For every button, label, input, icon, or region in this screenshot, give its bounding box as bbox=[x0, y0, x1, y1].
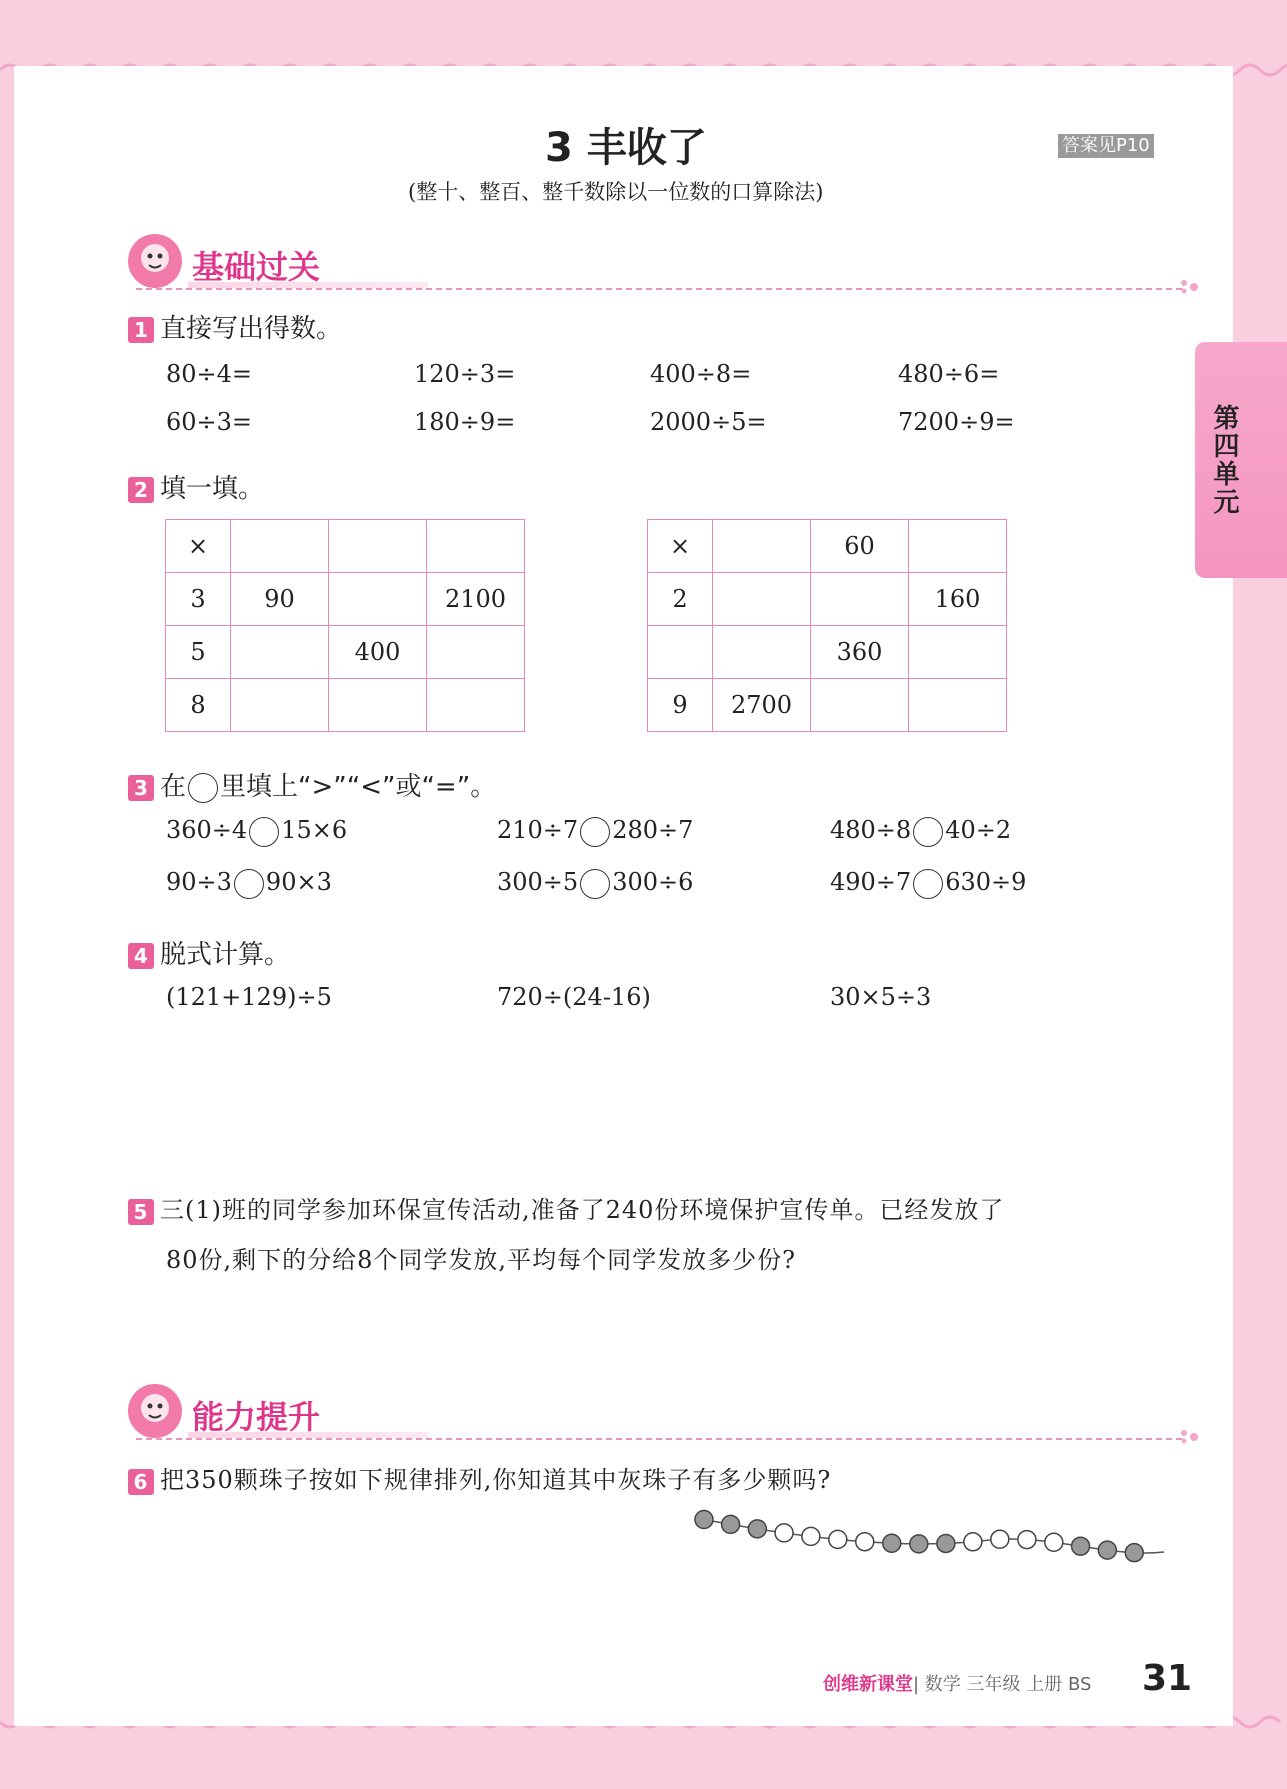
q5-number: 5 bbox=[128, 1199, 154, 1225]
table-cell[interactable] bbox=[329, 679, 427, 732]
q1-number: 1 bbox=[128, 317, 154, 343]
q1-item: 2000÷5= bbox=[650, 408, 767, 436]
compare-circle[interactable] bbox=[249, 817, 279, 847]
dots-icon bbox=[1180, 1428, 1204, 1444]
expr-right: 280÷7 bbox=[612, 816, 694, 844]
gray-bead bbox=[1072, 1537, 1090, 1555]
table-cell: 5 bbox=[166, 626, 231, 679]
expr-right: 40÷2 bbox=[945, 816, 1012, 844]
table-cell: 3 bbox=[166, 573, 231, 626]
q3-number: 3 bbox=[128, 775, 154, 801]
q1-item: 400÷8= bbox=[650, 360, 752, 388]
table-cell: × bbox=[166, 520, 231, 573]
section-divider bbox=[136, 288, 1182, 290]
compare-circle[interactable] bbox=[580, 817, 610, 847]
q4-item: 720÷(24-16) bbox=[497, 983, 651, 1011]
q3-prompt bbox=[128, 766, 496, 803]
gray-bead bbox=[883, 1534, 901, 1552]
q3-item bbox=[830, 816, 1011, 847]
section-divider bbox=[136, 1438, 1182, 1440]
compare-circle[interactable] bbox=[234, 869, 264, 899]
expr-right: 90×3 bbox=[265, 868, 332, 896]
table-cell[interactable] bbox=[231, 626, 329, 679]
page-subtitle: (整十、整百、整千数除以一位数的口算除法) bbox=[408, 180, 824, 204]
q3-item bbox=[497, 868, 693, 899]
q5-line1: 三(1)班的同学参加环保宣传活动,准备了240份环境保护宣传单。已经发放了 bbox=[160, 1196, 1005, 1224]
white-bead bbox=[1018, 1531, 1036, 1549]
q4-prompt-text: 脱式计算。 bbox=[160, 940, 291, 970]
q2-prompt-text: 填一填。 bbox=[160, 474, 265, 504]
q2-prompt bbox=[128, 468, 264, 505]
book-info: | 数学 三年级 上册 BS bbox=[913, 1674, 1092, 1695]
white-bead bbox=[856, 1533, 874, 1551]
table-cell: 60 bbox=[811, 520, 909, 573]
q4-item: 30×5÷3 bbox=[830, 983, 932, 1011]
expr-left: 480÷8 bbox=[830, 816, 912, 844]
footer-brand bbox=[823, 1670, 1091, 1696]
white-bead bbox=[829, 1530, 847, 1548]
q2-table-left bbox=[165, 519, 525, 732]
expr-left: 490÷7 bbox=[830, 868, 912, 896]
white-bead bbox=[1045, 1533, 1063, 1551]
table-cell[interactable] bbox=[231, 679, 329, 732]
q1-item: 180÷9= bbox=[414, 408, 516, 436]
table-cell: 2100 bbox=[427, 573, 525, 626]
section-title: 基础过关 bbox=[192, 248, 321, 286]
q1-item: 60÷3= bbox=[166, 408, 253, 436]
q3-prompt-text-b: 里填上“>”“<”或“=”。 bbox=[220, 772, 497, 802]
table-cell: 360 bbox=[811, 626, 909, 679]
q6-prompt-text: 把350颗珠子按如下规律排列,你知道其中灰珠子有多少颗吗? bbox=[160, 1466, 832, 1494]
brand-name: 创维新课堂 bbox=[823, 1674, 913, 1695]
gray-bead bbox=[1125, 1544, 1143, 1562]
q3-item bbox=[830, 868, 1026, 899]
table-cell[interactable] bbox=[427, 520, 525, 573]
table-cell[interactable] bbox=[713, 520, 811, 573]
bead-string bbox=[696, 1518, 1164, 1553]
table-cell: × bbox=[648, 520, 713, 573]
q5-prompt bbox=[128, 1190, 1004, 1225]
table-cell[interactable] bbox=[329, 573, 427, 626]
monkey-icon bbox=[128, 234, 182, 288]
gray-bead bbox=[695, 1511, 713, 1529]
q4-prompt bbox=[128, 934, 290, 971]
expr-right: 630÷9 bbox=[945, 868, 1027, 896]
table-cell[interactable] bbox=[713, 573, 811, 626]
gray-bead bbox=[1098, 1541, 1116, 1559]
table-cell[interactable] bbox=[713, 626, 811, 679]
white-bead bbox=[991, 1530, 1009, 1548]
q2-table-right bbox=[647, 519, 1007, 732]
white-bead bbox=[775, 1524, 793, 1542]
table-cell: 400 bbox=[329, 626, 427, 679]
q1-item: 80÷4= bbox=[166, 360, 253, 388]
white-bead bbox=[802, 1527, 820, 1545]
compare-circle[interactable] bbox=[580, 869, 610, 899]
monkey-icon bbox=[128, 1384, 182, 1438]
unit-label: 第四单元 bbox=[1209, 404, 1239, 516]
table-cell[interactable] bbox=[909, 520, 1007, 573]
expr-left: 360÷4 bbox=[166, 816, 248, 844]
table-cell[interactable] bbox=[811, 573, 909, 626]
gray-bead bbox=[910, 1535, 928, 1553]
gray-bead bbox=[748, 1520, 766, 1538]
table-cell[interactable] bbox=[329, 520, 427, 573]
table-cell: 9 bbox=[648, 679, 713, 732]
q6-number: 6 bbox=[128, 1469, 154, 1495]
unit-side-tab bbox=[1195, 342, 1287, 578]
dots-icon bbox=[1180, 278, 1204, 294]
table-cell: 2 bbox=[648, 573, 713, 626]
compare-circle[interactable] bbox=[913, 817, 943, 847]
expr-left: 90÷3 bbox=[166, 868, 232, 896]
section-basic bbox=[128, 238, 1198, 288]
table-cell: 2700 bbox=[713, 679, 811, 732]
expr-left: 300÷5 bbox=[497, 868, 579, 896]
table-cell[interactable] bbox=[427, 626, 525, 679]
expr-right: 15×6 bbox=[281, 816, 348, 844]
circle-blank-icon bbox=[188, 773, 218, 803]
table-cell: 8 bbox=[166, 679, 231, 732]
page-number: 31 bbox=[1142, 1658, 1193, 1699]
q1-prompt bbox=[128, 308, 342, 345]
q2-number: 2 bbox=[128, 477, 154, 503]
q1-item: 480÷6= bbox=[898, 360, 1000, 388]
white-bead bbox=[964, 1533, 982, 1551]
gray-bead bbox=[722, 1515, 740, 1533]
table-cell[interactable] bbox=[909, 626, 1007, 679]
q5-line2: 80份,剩下的分给8个同学发放,平均每个同学发放多少份? bbox=[166, 1246, 796, 1274]
answer-reference-badge: 答案见P10 bbox=[1058, 134, 1154, 158]
table-cell[interactable] bbox=[231, 520, 329, 573]
q6-prompt bbox=[128, 1460, 831, 1495]
section-advanced bbox=[128, 1388, 1198, 1438]
expr-right: 300÷6 bbox=[612, 868, 694, 896]
q4-number: 4 bbox=[128, 943, 154, 969]
expr-left: 210÷7 bbox=[497, 816, 579, 844]
q3-prompt-text-a: 在 bbox=[160, 772, 187, 802]
q3-item bbox=[166, 816, 347, 847]
table-cell[interactable] bbox=[811, 679, 909, 732]
table-cell[interactable] bbox=[427, 679, 525, 732]
q1-item: 120÷3= bbox=[414, 360, 516, 388]
q1-prompt-text: 直接写出得数。 bbox=[160, 314, 343, 344]
compare-circle[interactable] bbox=[913, 869, 943, 899]
q4-item: (121+129)÷5 bbox=[166, 983, 332, 1011]
section-title: 能力提升 bbox=[192, 1398, 321, 1436]
q3-item bbox=[166, 868, 332, 899]
table-cell[interactable] bbox=[648, 626, 713, 679]
q3-item bbox=[497, 816, 693, 847]
table-cell[interactable] bbox=[909, 679, 1007, 732]
table-cell: 160 bbox=[909, 573, 1007, 626]
table-cell: 90 bbox=[231, 573, 329, 626]
page-title: 3 丰收了 bbox=[545, 125, 707, 171]
gray-bead bbox=[937, 1534, 955, 1552]
q1-item: 7200÷9= bbox=[898, 408, 1015, 436]
bead-string-figure bbox=[690, 1500, 1170, 1580]
